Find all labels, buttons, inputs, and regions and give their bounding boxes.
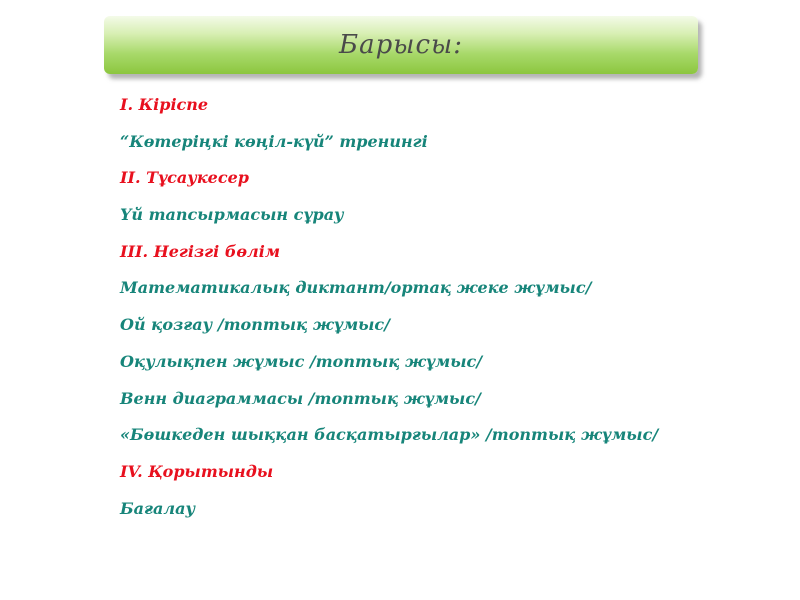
agenda-section-main: III. Негізгі бөлім	[120, 241, 281, 261]
agenda-section-conclusion: IV. Қорытынды	[120, 461, 274, 481]
agenda-item-textbook-work: Оқулықпен жұмыс /топтық жұмыс/	[120, 351, 483, 371]
agenda-item-math-dictation: Математикалық диктант/ортақ жеке жұмыс/	[120, 278, 592, 298]
agenda-item-training: “Көтеріңкі көңіл-күй” тренингі	[120, 131, 428, 151]
agenda-item-barrel-puzzles: «Бөшкеден шыққан басқатырғылар» /топтық жұмыс/	[120, 425, 659, 445]
slide-title: Барысы:	[339, 30, 463, 60]
agenda-section-opening: II. Тұсаукесер	[120, 168, 249, 188]
agenda-list	[120, 92, 658, 532]
title-banner	[104, 16, 698, 74]
agenda-section-intro: I. Кіріспе	[120, 95, 209, 114]
agenda-item-assessment: Бағалау	[120, 498, 196, 518]
agenda-item-homework-check: Үй тапсырмасын сұрау	[120, 205, 344, 225]
agenda-item-brainstorm: Ой қозғау /топтық жұмыс/	[120, 315, 391, 335]
agenda-item-venn-diagram: Венн диаграммасы /топтық жұмыс/	[120, 388, 481, 408]
